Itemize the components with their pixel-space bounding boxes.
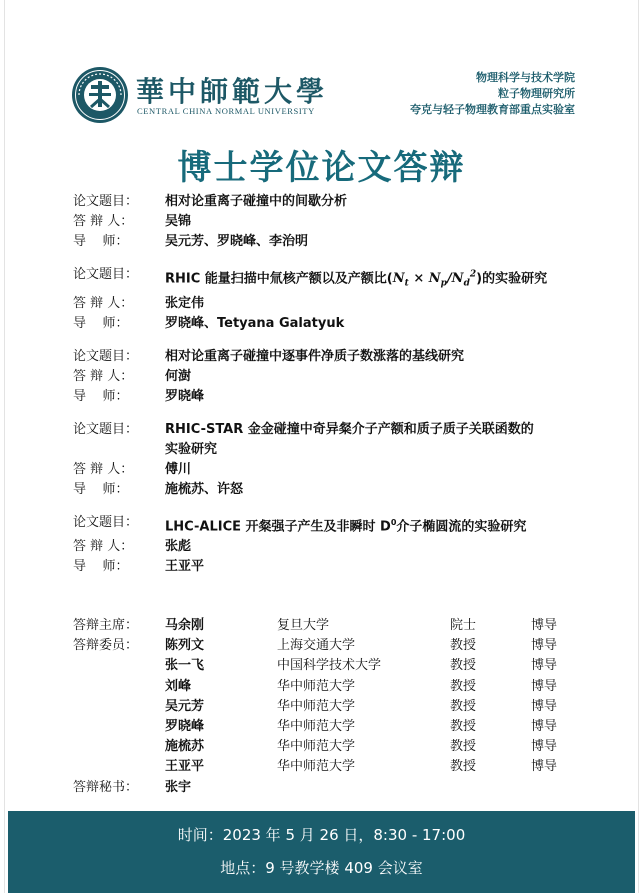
member-name: 施梳苏 (165, 739, 205, 755)
topic-label: 论文题目： (73, 514, 139, 530)
defender-label: 答 辩 人： (73, 539, 134, 555)
university-name-cn: 華中師範大學 (136, 75, 329, 108)
thesis-block (73, 192, 593, 252)
member-title: 教授 (450, 759, 477, 775)
advisor-label: 导 师： (73, 388, 129, 404)
member-title: 教授 (450, 719, 477, 735)
advisor-label: 导 师： (73, 481, 129, 497)
secretary-name: 张宇 (165, 779, 192, 795)
member-advisor: 博导 (531, 618, 558, 633)
thesis-advisors: 施梳苏、许怒 (165, 481, 244, 497)
member-title: 教授 (450, 678, 477, 694)
page-title: 博士学位论文答辩 (177, 148, 466, 188)
member-title: 院士 (450, 618, 477, 633)
member-advisor: 博导 (531, 638, 558, 654)
member-name: 刘峰 (165, 678, 192, 694)
yield-ratio-formula: $N_t \times N_p/N_d^2$ (392, 270, 477, 289)
poster-page (4, 0, 639, 893)
university-seal-logo (71, 66, 129, 124)
thesis-topic: 相对论重离子碰撞中的间歇分析 (165, 194, 348, 209)
member-org: 华中师范大学 (277, 719, 356, 735)
topic-label: 论文题目： (73, 194, 139, 209)
thesis-topic-part: LHC-ALICE 开粲强子产生及非瞬时 D (165, 519, 391, 535)
topic-label: 论文题目： (73, 348, 139, 364)
thesis-defender: 傅川 (165, 461, 192, 477)
member-org: 上海交通大学 (277, 638, 356, 654)
member-org: 华中师范大学 (277, 678, 356, 694)
footer-banner (8, 811, 635, 893)
member-name: 王亚平 (165, 759, 205, 775)
advisor-label: 导 师： (73, 559, 129, 575)
institution-item: 夸克与轻子物理教育部重点实验室 (410, 103, 575, 116)
advisor-label: 导 师： (73, 315, 129, 331)
defender-label: 答 辩 人： (73, 461, 134, 477)
member-org: 华中师范大学 (277, 759, 356, 775)
defender-label: 答 辩 人： (73, 214, 134, 229)
thesis-defender: 吴锦 (165, 214, 192, 229)
committee-row (73, 636, 593, 656)
thesis-topic (165, 513, 593, 537)
thesis-topic: 相对论重离子碰撞中逐事件净质子数涨落的基线研究 (165, 348, 465, 364)
committee-row (73, 697, 593, 717)
committee-row (73, 757, 593, 777)
member-title: 教授 (450, 638, 477, 654)
member-name: 陈列文 (165, 638, 205, 654)
committee-row (73, 737, 593, 757)
defense-time: 时间：2023 年 5 月 26 日，8:30 - 17:00 (177, 826, 466, 844)
institution-item: 物理科学与技术学院 (476, 71, 575, 84)
thesis-list (73, 192, 593, 590)
member-name: 罗晓峰 (165, 719, 205, 735)
thesis-defender: 何澍 (165, 368, 192, 384)
member-advisor: 博导 (531, 739, 558, 755)
committee-row (73, 616, 593, 636)
thesis-topic-superscript: 0 (390, 517, 397, 527)
committee-row (73, 717, 593, 737)
advisor-label: 导 师： (73, 234, 129, 249)
topic-label: 论文题目： (73, 421, 139, 437)
thesis-topic-line: RHIC-STAR 金金碰撞中奇异粲介子产额和质子质子关联函数的 (165, 421, 534, 437)
member-advisor: 博导 (531, 759, 558, 775)
thesis-block (73, 513, 593, 577)
thesis-advisors: 罗晓峰、Tetyana Galatyuk (165, 315, 345, 331)
topic-label: 论文题目： (73, 267, 139, 282)
thesis-topic-part: RHIC 能量扫描中氚核产额以及产额比( (165, 271, 393, 287)
institution-item: 粒子物理研究所 (498, 87, 575, 100)
thesis-block (73, 420, 593, 500)
thesis-defender: 张定伟 (165, 295, 205, 311)
thesis-advisors: 王亚平 (165, 559, 205, 575)
thesis-topic-line: 实验研究 (165, 441, 218, 457)
thesis-topic-part: 介子椭圆流的实验研究 (396, 519, 527, 535)
member-title: 教授 (450, 698, 477, 714)
thesis-topic (165, 265, 593, 294)
member-name: 马余刚 (165, 618, 205, 633)
member-advisor: 博导 (531, 719, 558, 735)
member-name: 吴元芳 (165, 698, 205, 714)
institution-list (410, 70, 575, 118)
committee-row (73, 677, 593, 697)
member-org: 华中师范大学 (277, 698, 356, 714)
member-advisor: 博导 (531, 698, 558, 714)
university-name-en: CENTRAL CHINA NORMAL UNIVERSITY (137, 106, 315, 116)
member-org: 华中师范大学 (277, 739, 356, 755)
member-title: 教授 (450, 739, 477, 755)
thesis-topic-part: )的实验研究 (476, 271, 548, 287)
committee-list (73, 616, 593, 798)
committee-row (73, 656, 593, 676)
thesis-advisors: 罗晓峰 (165, 388, 205, 404)
member-advisor: 博导 (531, 658, 558, 674)
members-label: 答辩委员： (73, 638, 139, 654)
thesis-advisors: 吴元芳、罗晓峰、李治明 (165, 234, 309, 249)
member-title: 教授 (450, 658, 477, 674)
member-org: 复旦大学 (277, 618, 330, 633)
defender-label: 答 辩 人： (73, 295, 134, 311)
thesis-topic (165, 420, 593, 460)
thesis-block (73, 347, 593, 407)
thesis-defender: 张彪 (165, 539, 192, 555)
member-advisor: 博导 (531, 678, 558, 694)
committee-row (73, 778, 593, 798)
member-org: 中国科学技术大学 (277, 658, 382, 674)
member-name: 张一飞 (165, 658, 205, 674)
defense-location: 地点：9 号教学楼 409 会议室 (220, 859, 423, 877)
defender-label: 答 辩 人： (73, 368, 134, 384)
thesis-block (73, 265, 593, 334)
chair-label: 答辩主席： (73, 618, 139, 633)
secretary-label: 答辩秘书： (73, 779, 139, 795)
